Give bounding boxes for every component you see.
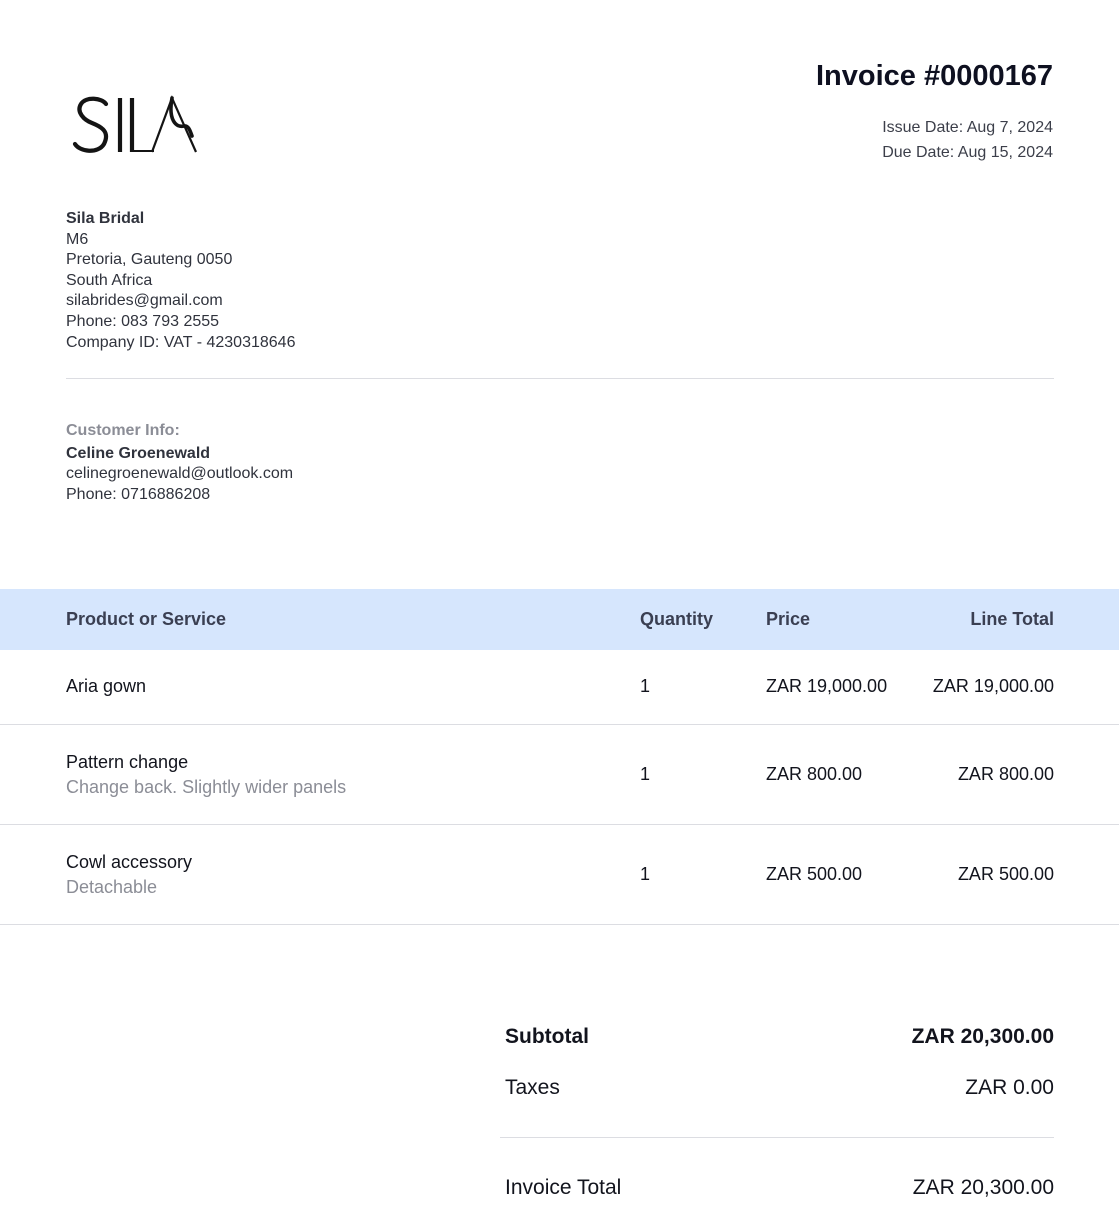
company-name: Sila Bridal (66, 210, 145, 227)
item-name: Aria gown (66, 676, 147, 696)
item-line-total: ZAR 800.00 (957, 764, 1054, 784)
header-quantity: Quantity (640, 609, 714, 629)
item-quantity: 1 (640, 676, 651, 696)
taxes-label: Taxes (505, 1076, 560, 1099)
item-line-total: ZAR 500.00 (957, 864, 1054, 884)
header-line-total: Line Total (970, 609, 1054, 629)
company-email: silabrides@gmail.com (66, 292, 223, 310)
subtotal-value: ZAR 20,300.00 (911, 1025, 1054, 1048)
company-address-line1: M6 (66, 230, 89, 248)
subtotal-label: Subtotal (505, 1025, 589, 1048)
item-line-total: ZAR 19,000.00 (932, 676, 1054, 696)
table-header (0, 589, 1119, 650)
header-product: Product or Service (66, 609, 227, 629)
item-description: Detachable (66, 877, 158, 897)
item-quantity: 1 (640, 764, 651, 784)
item-price: ZAR 800.00 (766, 764, 863, 784)
due-date: Due Date: Aug 15, 2024 (882, 144, 1053, 161)
invoice-title: Invoice #0000167 (815, 60, 1053, 92)
invoice-total-value: ZAR 20,300.00 (912, 1176, 1054, 1199)
customer-info (66, 421, 293, 505)
company-phone: Phone: 083 793 2555 (66, 312, 220, 330)
table-row (0, 825, 1119, 925)
issue-date: Issue Date: Aug 7, 2024 (882, 119, 1053, 136)
company-id: Company ID: VAT - 4230318646 (66, 333, 296, 351)
company-info (66, 209, 295, 353)
customer-info-label: Customer Info: (66, 422, 180, 439)
customer-phone: Phone: 0716886208 (66, 485, 211, 503)
header-divider (66, 378, 1054, 379)
item-name: Cowl accessory (66, 852, 193, 872)
item-description: Change back. Slightly wider panels (66, 777, 347, 797)
invoice-dates (882, 115, 1053, 165)
table-row (0, 650, 1119, 725)
customer-email: celinegroenewald@outlook.com (66, 465, 294, 483)
company-address-line2: Pretoria, Gauteng 0050 (66, 251, 233, 269)
customer-name: Celine Groenewald (66, 444, 211, 462)
totals-divider (500, 1137, 1054, 1138)
header-price: Price (766, 609, 811, 629)
item-quantity: 1 (640, 864, 651, 884)
company-address-line3: South Africa (66, 271, 153, 289)
taxes-value: ZAR 0.00 (965, 1076, 1054, 1099)
invoice-total-label: Invoice Total (505, 1176, 622, 1199)
item-price: ZAR 500.00 (766, 864, 863, 884)
table-row (0, 725, 1119, 825)
item-name: Pattern change (66, 752, 189, 772)
item-price: ZAR 19,000.00 (766, 676, 888, 696)
sila-logo (72, 90, 202, 160)
